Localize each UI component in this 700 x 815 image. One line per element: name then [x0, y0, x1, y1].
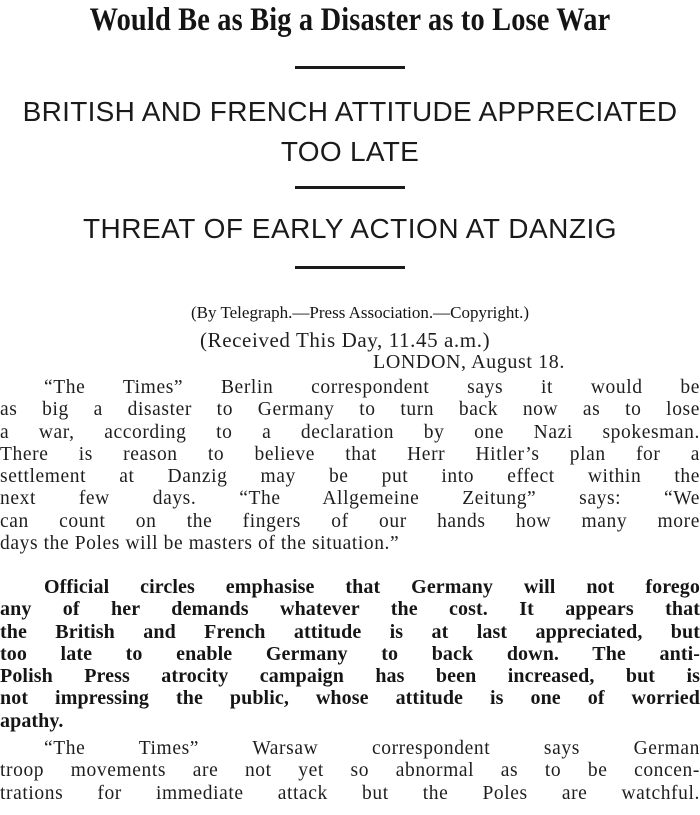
article-paragraph-3	[0, 738, 700, 805]
subheadline-attitude-line-1: BRITISH AND FRENCH ATTITUDE APPRECIATED	[22, 96, 678, 127]
paragraph-line: There is reason to believe that Herr Hitler’s plan for a	[0, 443, 700, 465]
paragraph-line: “The Times” Berlin correspondent says it would be	[44, 377, 700, 398]
divider-rule	[295, 66, 405, 69]
paragraph-line: troop movements are not yet so abnormal as to be concen-	[0, 760, 700, 782]
article-paragraph-2	[0, 576, 700, 732]
article-paragraph-1	[0, 377, 700, 555]
subheadline-attitude-line-2: TOO LATE	[280, 136, 420, 167]
subheadline-attitude	[0, 92, 700, 172]
paragraph-line: as big a disaster to Germany to turn back now as to lose	[0, 399, 700, 421]
paragraph-line: a war, according to a declaration by one Nazi spokesman.	[0, 421, 700, 443]
paragraph-line: can count on the fingers of our hands how many more	[0, 510, 700, 532]
dateline: LONDON, August 18.	[373, 351, 565, 373]
paragraph-line: the British and French attitude is at last appreciated, but	[0, 620, 700, 643]
paragraph-line: days the Poles will be masters of the situation.”	[0, 533, 400, 555]
subheadline-danzig: THREAT OF EARLY ACTION AT DANZIG	[82, 213, 618, 244]
paragraph-line: Official circles emphasise that Germany will not forego	[44, 576, 700, 598]
paragraph-line: Polish Press atrocity campaign has been increased, but is	[0, 665, 700, 688]
paragraph-line: next few days. “The Allgemeine Zeitung” says: “We	[0, 488, 700, 510]
paragraph-line: “The Times” Warsaw correspondent says German	[44, 738, 700, 759]
paragraph-line: apathy.	[0, 709, 64, 732]
divider-rule	[295, 266, 405, 269]
paragraph-line: settlement at Danzig may be put into effect within the	[0, 466, 700, 488]
paragraph-line: trations for immediate attack but the Poles are watchful.	[0, 782, 700, 804]
received-time: (Received This Day, 11.45 a.m.)	[200, 328, 491, 352]
paragraph-line: any of her demands whatever the cost. It appears that	[0, 598, 700, 621]
headline-main: Would Be as Big a Disaster as to Lose War	[89, 2, 611, 38]
paragraph-line: not impressing the public, whose attitude is one of worried	[0, 687, 700, 710]
wire-credit: (By Telegraph.—Press Association.—Copyright.)	[191, 303, 529, 322]
divider-rule	[295, 186, 405, 189]
paragraph-line: too late to enable Germany to back down. The anti-	[0, 642, 700, 665]
